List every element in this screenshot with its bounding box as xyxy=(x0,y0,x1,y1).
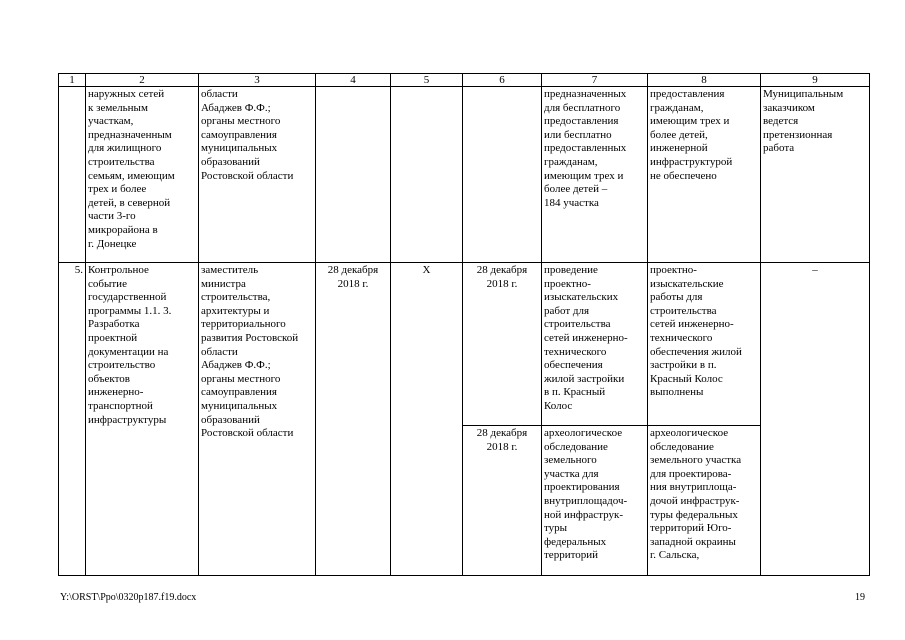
header-cell: 4 xyxy=(316,74,391,87)
cell-number xyxy=(59,87,86,263)
cell-event-name: Контрольное событие государственной программы 1.1. 3. Разработка проектной документации на строительство объектов инженерно- транспортной инфраструктуры xyxy=(86,263,199,576)
header-cell: 1 xyxy=(59,74,86,87)
table-row-continued xyxy=(59,87,870,263)
header-cell: 5 xyxy=(391,74,463,87)
header-cell: 3 xyxy=(199,74,316,87)
cell-actual-date xyxy=(463,87,542,263)
cell-actual-date: 28 декабря 2018 г. xyxy=(463,426,542,576)
cell-responsible: заместитель министра строительства, архитектуры и территориального развития Ростовской области Абаджев Ф.Ф.; органы местного самоуправления муниципальных образований Ростовской области xyxy=(199,263,316,576)
cell-notes: Муниципальным заказчиком ведется претензионная работа xyxy=(761,87,870,263)
cell-actual-result: археологическое обследование земельного участка для проектирова- ния внутриплоща- дочой инфраструк- туры федеральных территорий Юго- западной окраины г. Сальска, xyxy=(648,426,761,576)
header-cell: 6 xyxy=(463,74,542,87)
cell-planned-date: 28 декабря 2018 г. xyxy=(316,263,391,576)
header-cell: 7 xyxy=(542,74,648,87)
cell-actual-result: проектно- изыскательские работы для строительства сетей инженерно- технического обеспечения жилой застройки в п. Красный Колос выполнены xyxy=(648,263,761,426)
cell-planned-result: предназначенных для бесплатного предоставления или бесплатно предоставленных гражданам, имеющим трех и более детей – 184 участка xyxy=(542,87,648,263)
footer-file-path: Y:\ORST\Ppo\0320p187.f19.docx xyxy=(60,592,197,603)
header-row xyxy=(59,74,870,87)
header-cell: 9 xyxy=(761,74,870,87)
cell-planned-date xyxy=(316,87,391,263)
cell-actual-date: 28 декабря 2018 г. xyxy=(463,263,542,426)
header-cell: 8 xyxy=(648,74,761,87)
header-cell: 2 xyxy=(86,74,199,87)
cell-planned-result: археологическое обследование земельного участка для проектирования внутриплощадоч- ной инфраструк- туры федеральных территорий xyxy=(542,426,648,576)
report-table xyxy=(58,73,870,576)
cell-event-name: наружных сетей к земельным участкам, предназначенным для жилищного строительства семьям, имеющим трех и более детей, в северной части 3-го микрорайона в г. Донецке xyxy=(86,87,199,263)
cell-responsible: области Абаджев Ф.Ф.; органы местного самоуправления муниципальных образований Ростовской области xyxy=(199,87,316,263)
cell-column-5: Х xyxy=(391,263,463,576)
table-row-5 xyxy=(59,263,870,426)
cell-actual-result: предоставления гражданам, имеющим трех и более детей, инженерной инфраструктурой не обеспечено xyxy=(648,87,761,263)
footer-page-number: 19 xyxy=(855,592,865,603)
cell-notes: – xyxy=(761,263,870,576)
cell-planned-result: проведение проектно- изыскательских работ для строительства сетей инженерно- технического обеспечения жилой застройки в п. Красный Колос xyxy=(542,263,648,426)
cell-number: 5. xyxy=(59,263,86,576)
cell-column-5 xyxy=(391,87,463,263)
